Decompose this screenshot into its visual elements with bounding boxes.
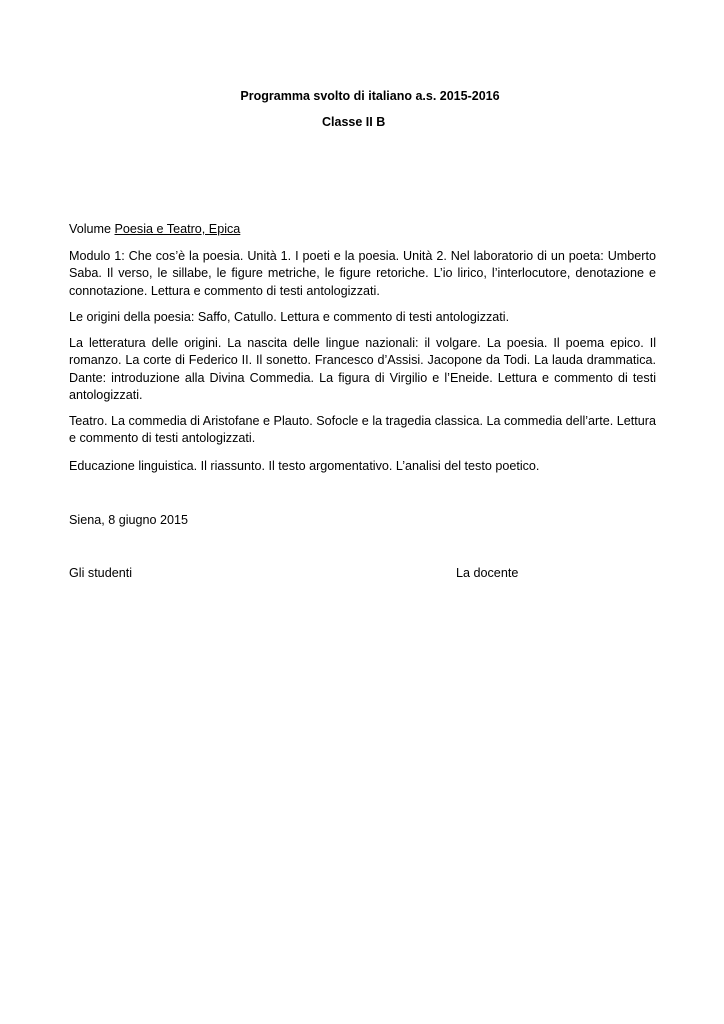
signature-students: Gli studenti — [69, 566, 132, 580]
paragraph-origini-poesia: Le origini della poesia: Saffo, Catullo. Lettura e commento di testi antologizzati. — [69, 310, 510, 324]
volume-line — [69, 221, 656, 238]
signature-teacher: La docente — [456, 566, 519, 580]
paragraph-teatro: Teatro. La commedia di Aristofane e Plauto. Sofocle e la tragedia classica. La commedia dell’arte. Lettura e commento di testi antologizzati. — [69, 414, 656, 446]
volume-title: Poesia e Teatro, Epica — [114, 222, 241, 236]
paragraph-modulo-1: Modulo 1: Che cos’è la poesia. Unità 1. I poeti e la poesia. Unità 2. Nel laboratorio di un poeta: Umberto Saba. Il verso, le sillabe, le figure metriche, le figure retoriche. L’io lirico, l’interlocutore, denotazione e connotazione. Lettura e commento di testi antologizzati. — [69, 249, 656, 298]
document-date: Siena, 8 giugno 2015 — [69, 513, 189, 527]
paragraph-letteratura-origini: La letteratura delle origini. La nascita delle lingue nazionali: il volgare. La poesia. Il poema epico. Il romanzo. La corte di Federico II. Il sonetto. Francesco d’Assisi. Jacopone da Todi. La lauda drammatica. Dante: introduzione alla Divina Commedia. La figura di Virgilio e l’Eneide. Lettura e commento di testi antologizzati. — [69, 336, 656, 403]
document-title: Programma svolto di italiano a.s. 2015-2016 — [240, 89, 500, 103]
volume-prefix: Volume — [69, 222, 115, 236]
paragraph-educazione-linguistica: Educazione linguistica. Il riassunto. Il testo argomentativo. L’analisi del testo poetico. — [69, 459, 540, 473]
class-label: Classe II B — [322, 115, 386, 129]
